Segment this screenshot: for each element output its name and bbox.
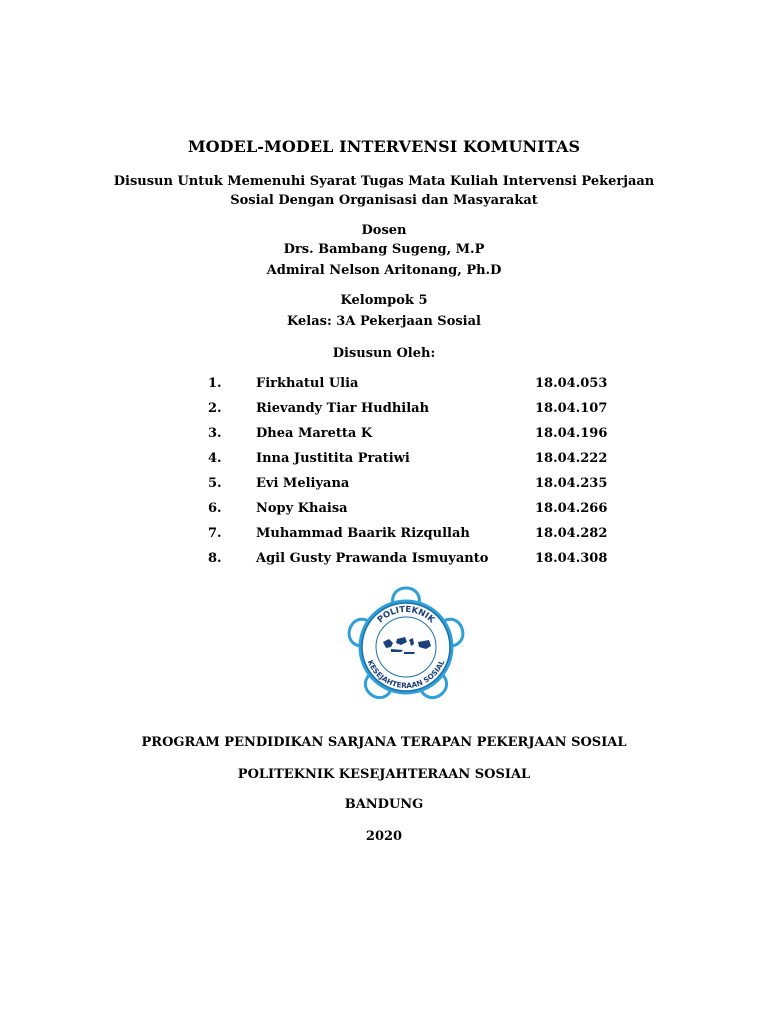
member-row [0,376,768,396]
member-nim: 18.04.308 [535,551,608,566]
city-name: BANDUNG [344,797,424,812]
kelompok-label: Kelompok 5 [340,293,428,308]
year: 2020 [365,829,403,844]
document-title: MODEL-MODEL INTERVENSI KOMUNITAS [187,137,581,156]
dosen-name: Admiral Nelson Aritonang, Ph.D [266,263,502,278]
member-name: Rievandy Tiar Hudhilah [256,401,430,416]
institution-name: POLITEKNIK KESEJAHTERAAN SOSIAL [237,767,531,782]
member-nim: 18.04.222 [535,451,608,466]
member-name: Inna Justitita Pratiwi [256,451,410,466]
member-row [0,551,768,571]
member-number: 3. [208,426,222,441]
member-name: Agil Gusty Prawanda Ismuyanto [256,551,489,566]
svg-text:KESEJAHTERAAN SOSIAL: KESEJAHTERAAN SOSIAL [365,658,447,691]
member-name: Dhea Maretta K [256,426,373,441]
member-nim: 18.04.266 [535,501,608,516]
member-number: 1. [208,376,222,391]
member-number: 6. [208,501,222,516]
member-nim: 18.04.107 [535,401,608,416]
politeknik-logo-icon [341,582,471,712]
member-number: 4. [208,451,222,466]
svg-text:POLITEKNIK: POLITEKNIK [375,604,437,626]
member-name: Evi Meliyana [256,476,350,491]
member-number: 5. [208,476,222,491]
subtitle-line-1: Disusun Untuk Memenuhi Syarat Tugas Mata Kuliah Intervensi Pekerjaan [113,174,655,189]
member-row [0,451,768,471]
member-row [0,476,768,496]
disusun-oleh-label: Disusun Oleh: [332,346,436,361]
member-number: 2. [208,401,222,416]
program-name: PROGRAM PENDIDIKAN SARJANA TERAPAN PEKERJAAN SOSIAL [141,735,627,750]
member-name: Firkhatul Ulia [256,376,359,391]
member-nim: 18.04.282 [535,526,608,541]
dosen-label: Dosen [361,223,407,238]
member-name: Nopy Khaisa [256,501,348,516]
member-row [0,501,768,521]
subtitle-line-2: Sosial Dengan Organisasi dan Masyarakat [230,193,538,208]
member-row [0,426,768,446]
member-row [0,526,768,546]
kelas-label: Kelas: 3A Pekerjaan Sosial [287,314,481,329]
member-nim: 18.04.235 [535,476,608,491]
member-nim: 18.04.196 [535,426,608,441]
member-row [0,401,768,421]
member-number: 8. [208,551,222,566]
dosen-name: Drs. Bambang Sugeng, M.P [283,242,485,257]
member-nim: 18.04.053 [535,376,608,391]
member-number: 7. [208,526,222,541]
member-name: Muhammad Baarik Rizqullah [256,526,470,541]
